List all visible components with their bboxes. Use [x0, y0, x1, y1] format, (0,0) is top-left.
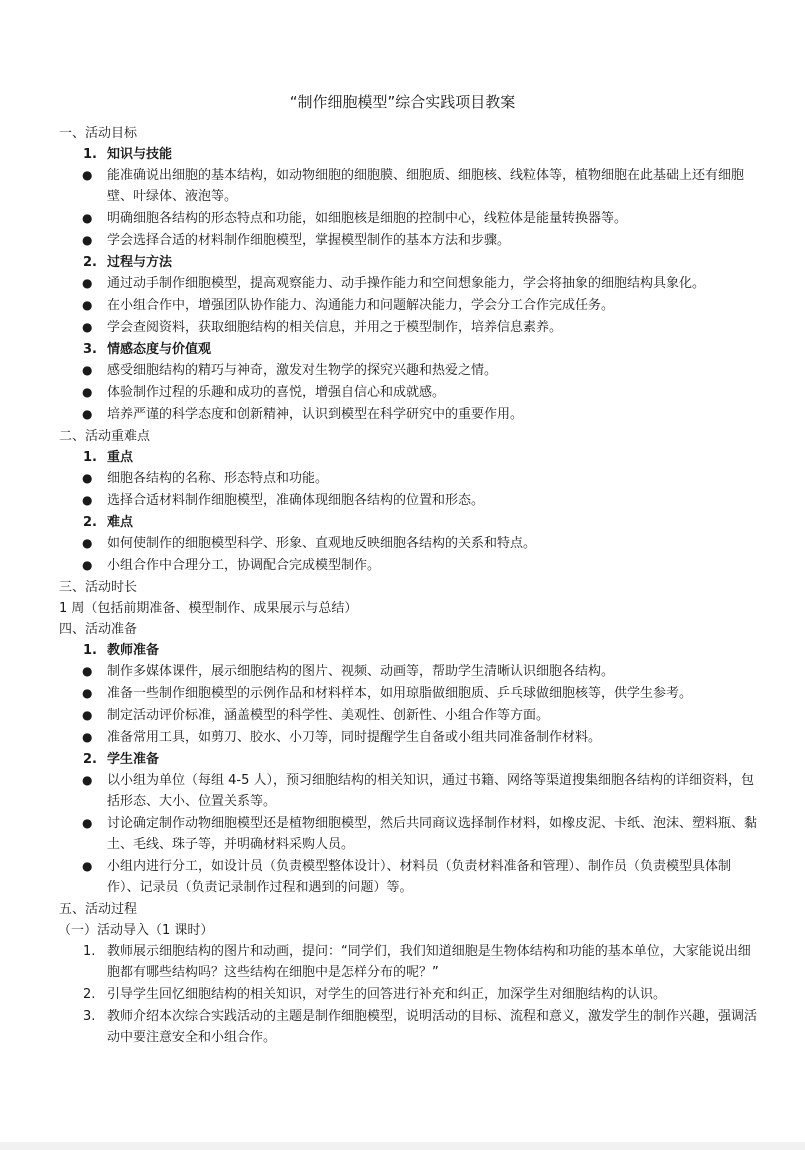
subsection-number: 1. [83, 147, 97, 162]
bullet-text: 讨论确定制作动物细胞模型还是植物细胞模型，然后共同商议选择制作材料，如橡皮泥、卡纸、泡沫、塑料瓶、黏土、毛线、珠子等，并明确材料采购人员。 [107, 816, 758, 852]
item-number: 1. [83, 944, 96, 959]
bullet-item [59, 468, 759, 489]
subsection-label: 学生准备 [107, 752, 160, 767]
bullet-icon: ● [82, 536, 93, 550]
bullet-text: 学会查阅资料，获取细胞结构的相关信息，并用之于模型制作，培养信息素养。 [107, 320, 563, 335]
bullet-item [59, 770, 759, 812]
bullet-text: 明确细胞各结构的形态特点和功能，如细胞核是细胞的控制中心，线粒体是能量转换器等。 [107, 211, 628, 226]
bullet-item [59, 273, 759, 294]
bullet-icon: ● [82, 233, 93, 247]
subsection-number: 3. [83, 342, 97, 357]
bullet-item [59, 317, 759, 338]
subsection-heading [59, 339, 759, 360]
bullet-icon: ● [82, 168, 93, 182]
bullet-text: 在小组合作中，增强团队协作能力、沟通能力和问题解决能力，学会分工合作完成任务。 [107, 298, 615, 313]
subsection-number: 2. [83, 752, 97, 767]
bullet-item [59, 360, 759, 381]
bullet-text: 通过动手制作细胞模型，提高观察能力、动手操作能力和空间想象能力，学会将抽象的细胞结构具象化。 [107, 276, 706, 291]
bullet-text: 制作多媒体课件，展示细胞结构的图片、视频、动画等，帮助学生清晰认识细胞各结构。 [107, 664, 615, 679]
bullet-item [59, 705, 759, 726]
bullet-text: 培养严谨的科学态度和创新精神，认识到模型在科学研究中的重要作用。 [107, 407, 524, 422]
bullet-icon: ● [82, 471, 93, 485]
bullet-item [59, 533, 759, 554]
bullet-text: 选择合适材料制作细胞模型，准确体现细胞各结构的位置和形态。 [107, 493, 485, 508]
bullet-item [59, 813, 759, 855]
bullet-text: 学会选择合适的材料制作细胞模型，掌握模型制作的基本方法和步骤。 [107, 233, 511, 248]
bullet-text: 细胞各结构的名称、形态特点和功能。 [107, 471, 329, 486]
bullet-text: 以小组为单位（每组 4-5 人），预习细胞结构的相关知识，通过书籍、网络等渠道搜集细胞各结构的详细资料，包括形态、大小、位置关系等。 [107, 773, 754, 809]
subsection-label: 知识与技能 [107, 147, 173, 162]
bullet-text: 如何使制作的细胞模型科学、形象、直观地反映细胞各结构的关系和特点。 [107, 536, 537, 551]
subsection-title: （一）活动导入（1 课时） [58, 923, 214, 938]
bullet-icon: ● [82, 493, 93, 507]
section-heading: 五、活动过程 [59, 902, 138, 917]
bullet-item [59, 661, 759, 682]
bullet-text: 准备一些制作细胞模型的示例作品和材料样本，如用琼脂做细胞质、乒乓球做细胞核等，供学生参考。 [107, 686, 693, 701]
numbered-item [59, 1006, 759, 1048]
subsection-heading [59, 512, 759, 533]
subsection-label: 重点 [107, 450, 134, 465]
bullet-item [59, 165, 759, 207]
subsection-label: 难点 [107, 515, 134, 530]
bullet-text: 准备常用工具，如剪刀、胶水、小刀等，同时提醒学生自备或小组共同准备制作材料。 [107, 730, 602, 745]
bullet-item [59, 404, 759, 425]
section-heading: 一、活动目标 [59, 126, 138, 141]
subsection-heading [59, 144, 759, 165]
subsection-label: 教师准备 [107, 643, 160, 658]
section-heading: 三、活动时长 [59, 580, 138, 595]
bullet-icon: ● [82, 363, 93, 377]
bullet-item [59, 295, 759, 316]
bullet-text: 感受细胞结构的精巧与神奇，激发对生物学的探究兴趣和热爱之情。 [107, 363, 498, 378]
section-heading: 二、活动重难点 [59, 429, 151, 444]
bullet-item [59, 230, 759, 251]
bullet-icon: ● [82, 816, 93, 830]
section-heading: 四、活动准备 [59, 622, 138, 637]
numbered-item [59, 941, 759, 983]
subsection-heading [59, 640, 759, 661]
bullet-item [59, 683, 759, 704]
subsection-number: 2. [83, 515, 97, 530]
subsection-heading [59, 447, 759, 468]
subsection-heading [59, 252, 759, 273]
bullet-text: 小组合作中合理分工，协调配合完成模型制作。 [107, 558, 381, 573]
bullet-icon: ● [82, 385, 93, 399]
subsection-label: 情感态度与价值观 [107, 342, 212, 357]
subsection-number: 1. [83, 450, 97, 465]
bullet-text: 制定活动评价标准，涵盖模型的科学性、美观性、创新性、小组合作等方面。 [107, 708, 550, 723]
bullet-icon: ● [82, 664, 93, 678]
document-body [59, 123, 759, 1049]
bullet-item [59, 208, 759, 229]
bullet-icon: ● [82, 298, 93, 312]
bullet-icon: ● [82, 558, 93, 572]
bullet-item [59, 727, 759, 748]
document-title: “制作细胞模型”综合实践项目教案 [289, 93, 516, 111]
bullet-icon: ● [82, 320, 93, 334]
bullet-icon: ● [82, 859, 93, 873]
bullet-icon: ● [82, 730, 93, 744]
bullet-icon: ● [82, 211, 93, 225]
item-number: 3. [83, 1009, 96, 1024]
bullet-item [59, 382, 759, 403]
bullet-icon: ● [82, 708, 93, 722]
item-number: 2. [83, 987, 96, 1002]
bullet-icon: ● [82, 686, 93, 700]
bullet-icon: ● [82, 407, 93, 421]
subsection-heading [59, 749, 759, 770]
bullet-icon: ● [82, 276, 93, 290]
item-text: 教师展示细胞结构的图片和动画，提问：“同学们，我们知道细胞是生物体结构和功能的基本单位，大家能说出细胞都有哪些结构吗？这些结构在细胞中是怎样分布的呢？” [107, 944, 751, 980]
bullet-item [59, 856, 759, 898]
bullet-item [59, 490, 759, 511]
item-text: 教师介绍本次综合实践活动的主题是制作细胞模型，说明活动的目标、流程和意义，激发学生的制作兴趣，强调活动中要注意安全和小组合作。 [107, 1009, 758, 1045]
item-text: 引导学生回忆细胞结构的相关知识，对学生的回答进行补充和纠正，加深学生对细胞结构的认识。 [107, 987, 667, 1002]
bullet-item [59, 555, 759, 576]
bullet-text: 能准确说出细胞的基本结构，如动物细胞的细胞膜、细胞质、细胞核、线粒体等，植物细胞在此基础上还有细胞壁、叶绿体、液泡等。 [107, 168, 745, 204]
subsection-label: 过程与方法 [107, 255, 173, 270]
subsection-number: 2. [83, 255, 97, 270]
bullet-text: 小组内进行分工，如设计员（负责模型整体设计）、材料员（负责材料准备和管理）、制作员（负责模型具体制作）、记录员（负责记录制作过程和遇到的问题）等。 [107, 859, 732, 895]
subsection-number: 1. [83, 643, 97, 658]
bullet-text: 体验制作过程的乐趣和成功的喜悦，增强自信心和成就感。 [107, 385, 446, 400]
bullet-icon: ● [82, 773, 93, 787]
duration-text: 1 周（包括前期准备、模型制作、成果展示与总结） [59, 601, 358, 616]
numbered-item [59, 984, 759, 1005]
